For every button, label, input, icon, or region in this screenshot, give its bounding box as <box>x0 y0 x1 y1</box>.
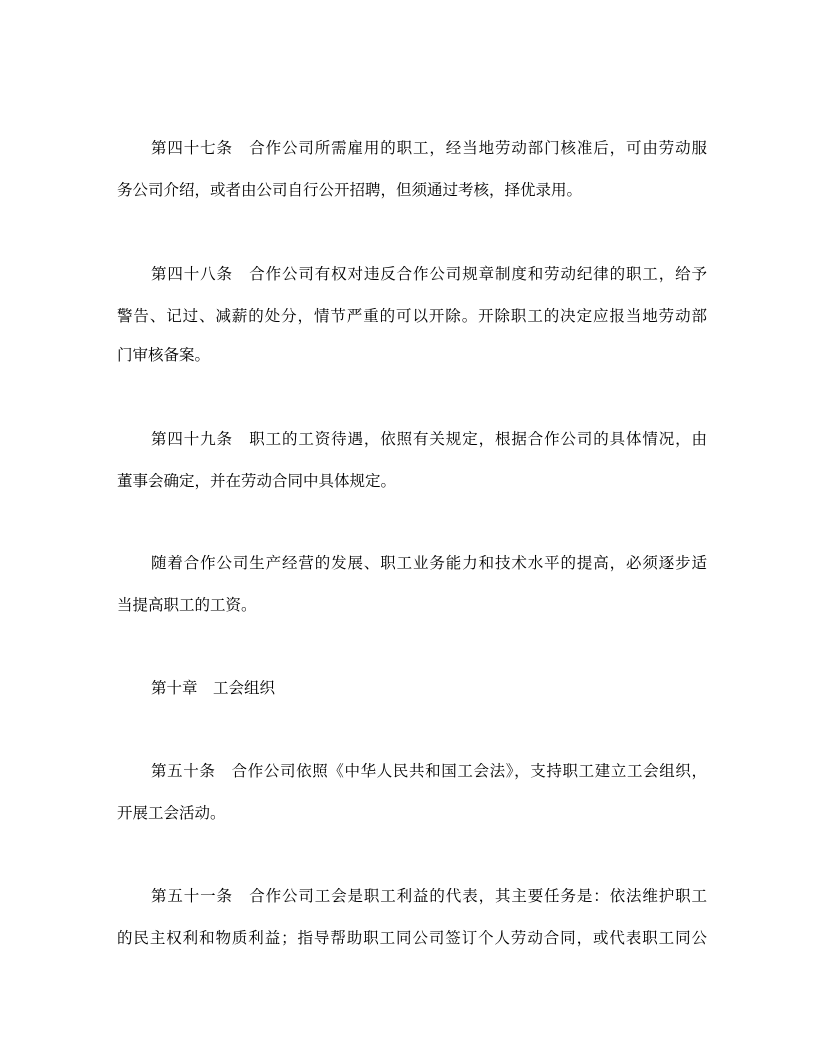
paragraph-wage-line-2: 当提高职工的工资。 <box>117 596 257 614</box>
article-51-line-1: 第五十一条 合作公司工会是职工利益的代表，其主要任务是：依法维护职工 <box>151 887 707 905</box>
article-48-line-1: 第四十八条 合作公司有权对违反合作公司规章制度和劳动纪律的职工，给予 <box>151 265 707 283</box>
article-49-line-2: 董事会确定，并在劳动合同中具体规定。 <box>117 472 397 490</box>
article-47-line-1: 第四十七条 合作公司所需雇用的职工，经当地劳动部门核准后，可由劳动服 <box>151 139 707 157</box>
article-51-line-2: 的民主权利和物质利益；指导帮助职工同公司签订个人劳动合同，或代表职工同公 <box>117 929 707 947</box>
article-50-line-2: 开展工会活动。 <box>117 804 226 822</box>
article-47-line-2: 务公司介绍，或者由公司自行公开招聘，但须通过考核，择优录用。 <box>117 181 583 199</box>
article-49-line-1: 第四十九条 职工的工资待遇，依照有关规定，根据合作公司的具体情况，由 <box>151 430 707 448</box>
article-50-line-1: 第五十条 合作公司依照《中华人民共和国工会法》，支持职工建立工会组织， <box>151 762 707 780</box>
chapter-10-heading: 第十章 工会组织 <box>151 679 276 697</box>
paragraph-wage-line-1: 随着合作公司生产经营的发展、职工业务能力和技术水平的提高，必须逐步适 <box>151 554 707 572</box>
article-48-line-3: 门审核备案。 <box>117 346 211 364</box>
article-48-line-2: 警告、记过、减薪的处分，情节严重的可以开除。开除职工的决定应报当地劳动部 <box>117 307 707 325</box>
